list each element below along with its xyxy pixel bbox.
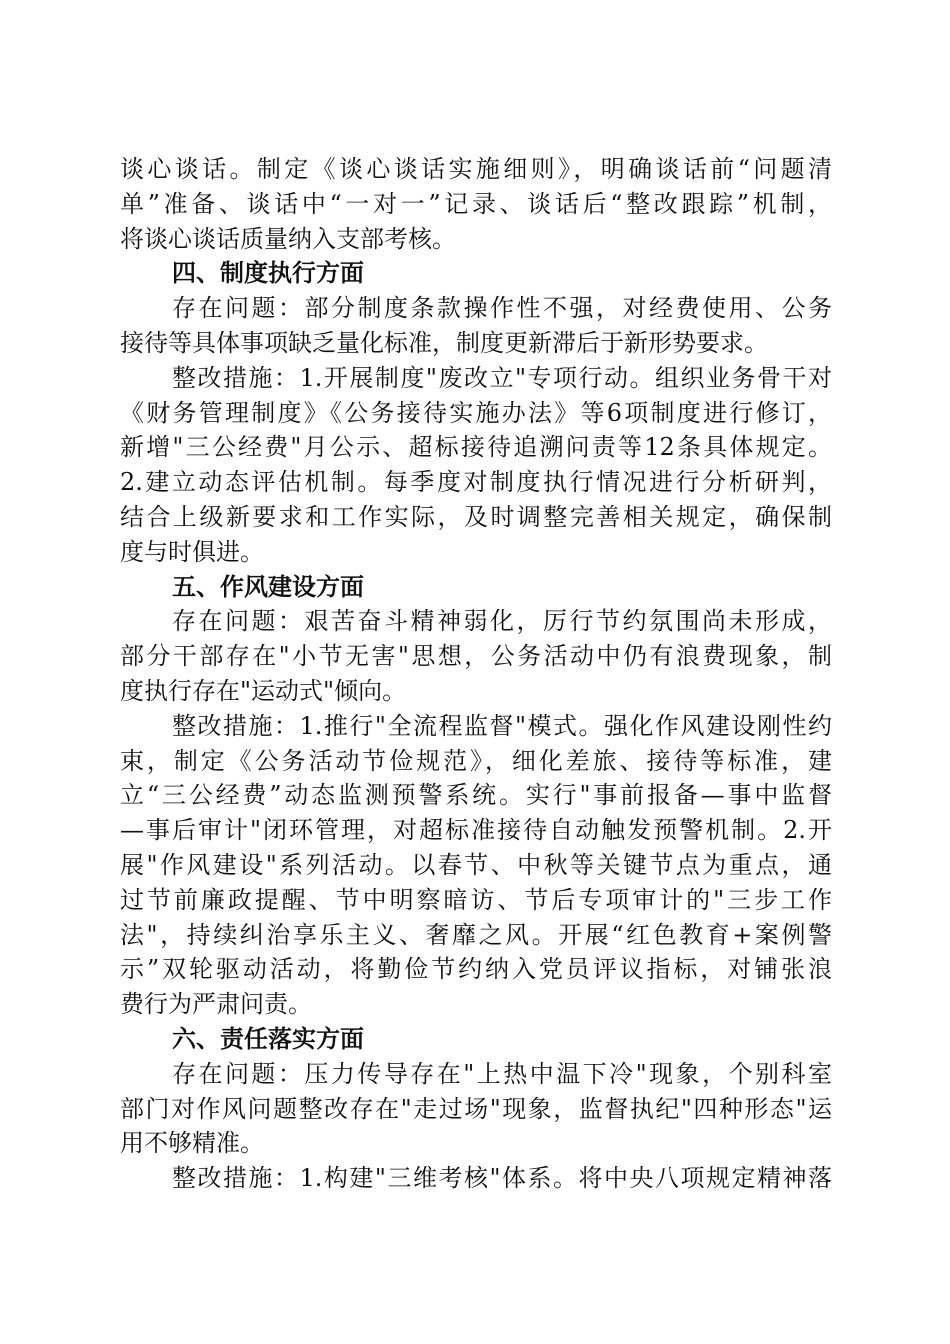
text-line: 过节前廉政提醒、节中明察暗访、节后专项审计的"三步工作 [120,885,832,914]
paragraph [120,1057,832,1161]
text-line: 2.建立动态评估机制。每季度对制度执行情况进行分析研判， [120,468,832,497]
paragraph [120,709,832,1022]
text-line: 结合上级新要求和工作实际，及时调整完善相关规定，确保制 [120,502,832,531]
text-line: 度执行存在"运动式"倾向。 [120,676,407,705]
text-line: 《财务管理制度》《公务接待实施办法》等6项制度进行修订， [120,398,832,427]
text-line: 整改措施：1.开展制度"废改立"专项行动。组织业务骨干对 [172,363,832,392]
text-line: 整改措施：1.构建"三维考核"体系。将中央八项规定精神落 [172,1164,832,1193]
text-line: 部门对作风问题整改存在"走过场"现象，监督执纪"四种形态"运 [120,1094,832,1123]
heading-text: 六、责任落实方面 [172,1024,364,1053]
text-line: 将谈心谈话质量纳入支部考核。 [120,224,456,253]
text-line: —事后审计"闭环管理，对超标准接待自动触发预警机制。2.开 [120,816,832,845]
text-line: 单”准备、谈话中“一对一”记录、谈话后“整改跟踪”机制， [120,189,832,218]
document-body [120,152,832,1196]
text-line: 度与时俱进。 [120,537,264,566]
text-line: 示”双轮驱动活动，将勤俭节约纳入党员评议指标，对铺张浪 [120,955,832,984]
paragraph [120,604,832,708]
paragraph [120,1161,832,1196]
text-line: 整改措施：1.推行"全流程监督"模式。强化作风建设刚性约 [172,711,832,740]
paragraph [120,152,832,256]
heading-text: 四、制度执行方面 [172,259,364,288]
section-heading [120,256,832,291]
text-line: 用不够精准。 [120,1129,264,1158]
text-line: 束，制定《公务活动节俭规范》，细化差旅、接待等标准，建 [120,746,832,775]
section-heading [120,570,832,605]
text-line: 展"作风建设"系列活动。以春节、中秋等关键节点为重点，通 [120,850,832,879]
text-line: 谈心谈话。制定《谈心谈话实施细则》，明确谈话前“问题清 [120,155,832,183]
text-line: 存在问题：压力传导存在"上热中温下冷"现象，个别科室 [172,1059,832,1088]
text-line: 部分干部存在"小节无害"思想，公务活动中仍有浪费现象，制 [120,642,832,671]
paragraph [120,361,832,570]
text-line: 法"，持续纠治享乐主义、奢靡之风。开展“红色教育+案例警 [120,920,832,949]
text-line: 接待等具体事项缺乏量化标准，制度更新滞后于新形势要求。 [120,328,768,357]
text-line: 存在问题：部分制度条款操作性不强，对经费使用、公务 [172,294,832,323]
section-heading [120,1022,832,1057]
text-line: 立“三公经费”动态监测预警系统。实行"事前报备—事中监督 [120,781,832,810]
paragraph [120,291,832,361]
text-line: 费行为严肃问责。 [120,990,312,1019]
text-line: 存在问题：艰苦奋斗精神弱化，厉行节约氛围尚未形成， [172,607,832,636]
text-line: 新增"三公经费"月公示、超标接待追溯问责等12条具体规定。 [120,433,832,462]
heading-text: 五、作风建设方面 [172,572,364,601]
